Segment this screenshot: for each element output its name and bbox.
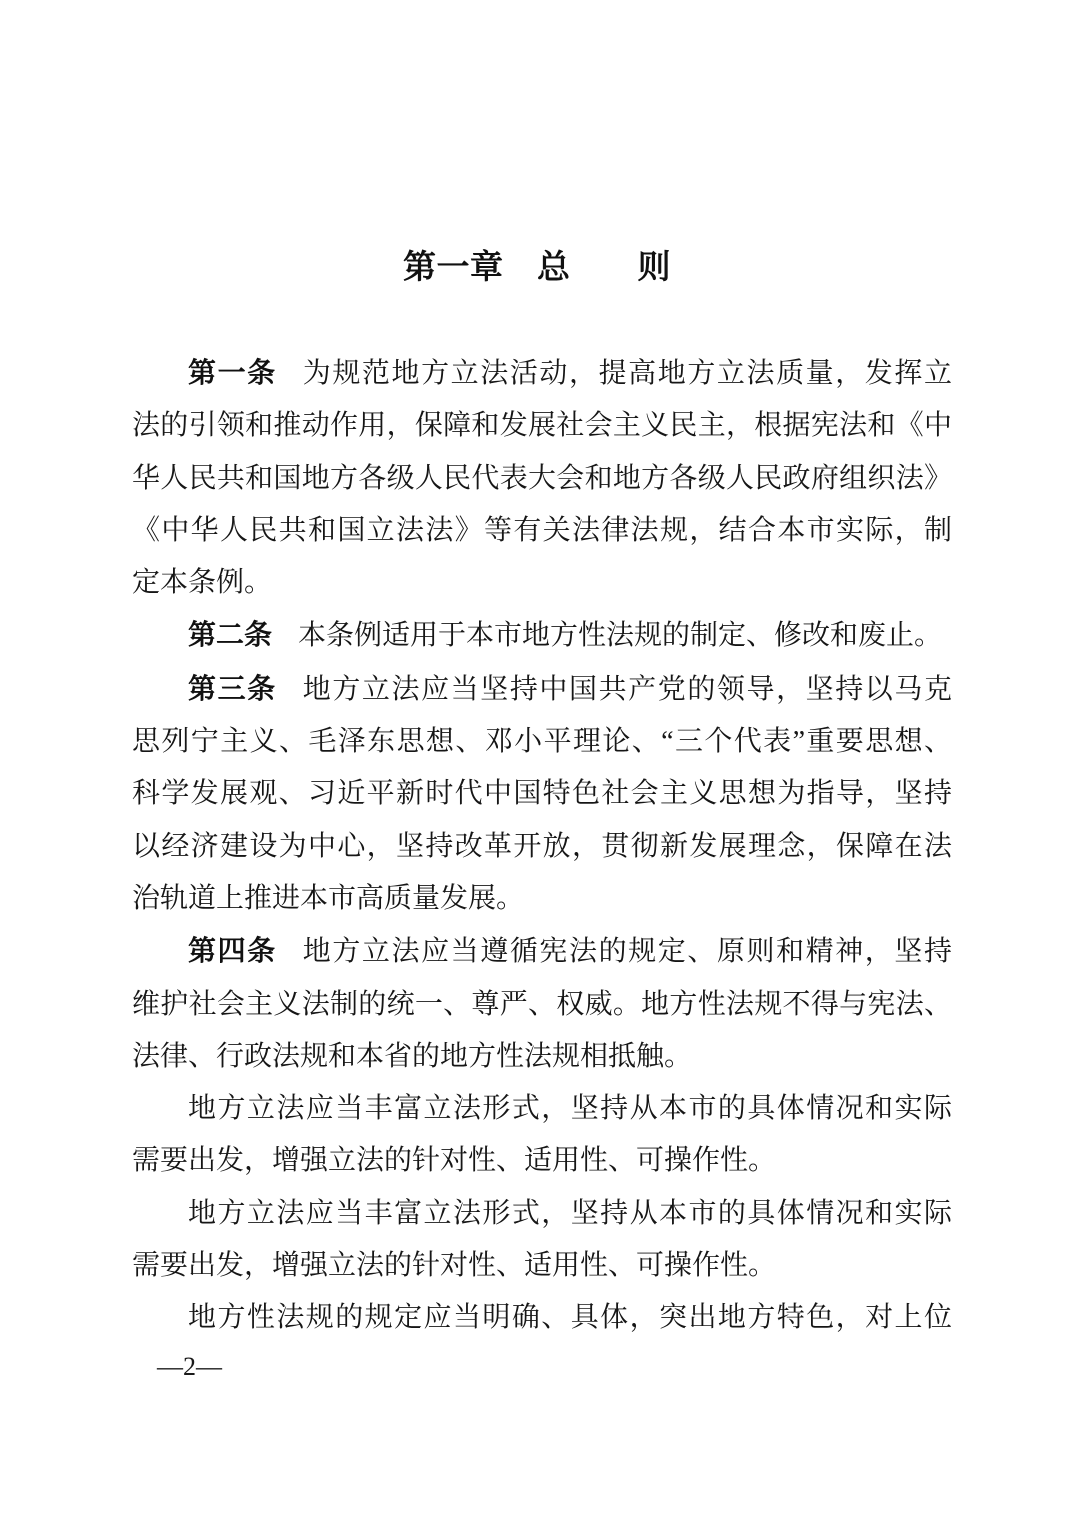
text-line: 科学发展观、习近平新时代中国特色社会主义思想为指导，坚持 xyxy=(132,778,952,810)
text-line: 需要出发，增强立法的针对性、适用性、可操作性。 xyxy=(132,1250,777,1282)
text-line: 思列宁主义、毛泽东思想、邓小平理论、“三个代表”重要思想、 xyxy=(132,726,952,758)
article-label: 第二条 xyxy=(188,619,273,651)
text-line: 第四条 地方立法应当遵循宪法的规定、原则和精神，坚持 xyxy=(188,935,952,968)
article-label: 第一条 xyxy=(188,357,277,388)
article-label: 第三条 xyxy=(188,672,277,704)
text-line: 地方立法应当丰富立法形式，坚持从本市的具体情况和实际 xyxy=(188,1093,952,1125)
text-line: 法的引领和推动作用，保障和发展社会主义民主，根据宪法和《中 xyxy=(132,410,952,442)
chapter-title: 第一章 总 则 xyxy=(403,248,671,285)
text-line: 地方立法应当丰富立法形式，坚持从本市的具体情况和实际 xyxy=(188,1197,952,1229)
text-line: 华人民共和国地方各级人民代表大会和地方各级人民政府组织法》 xyxy=(132,462,952,494)
text-line: 法律、行政法规和本省的地方性法规相抵触。 xyxy=(132,1040,693,1072)
text-line: 维护社会主义法制的统一、尊严、权威。地方性法规不得与宪法、 xyxy=(132,988,952,1020)
article-label: 第四条 xyxy=(188,935,277,967)
body-text xyxy=(132,347,952,1345)
text-line: 需要出发，增强立法的针对性、适用性、可操作性。 xyxy=(132,1145,777,1177)
text-line: 以经济建设为中心，坚持改革开放，贯彻新发展理念，保障在法 xyxy=(132,830,952,862)
text-line: 定本条例。 xyxy=(132,567,273,599)
text-line: 第一条 为规范地方立法活动，提高地方立法质量，发挥立 xyxy=(188,357,952,389)
text-line: 《中华人民共和国立法法》等有关法律法规，结合本市实际，制 xyxy=(132,514,952,546)
text-line: 治轨道上推进本市高质量发展。 xyxy=(132,882,525,914)
text-line: 第二条 本条例适用于本市地方性法规的制定、修改和废止。 xyxy=(188,619,943,652)
text-line: 地方性法规的规定应当明确、具体，突出地方特色，对上位 xyxy=(188,1302,952,1334)
text-line: 第三条 地方立法应当坚持中国共产党的领导，坚持以马克 xyxy=(188,672,952,705)
page-number: —2— xyxy=(157,1352,222,1381)
